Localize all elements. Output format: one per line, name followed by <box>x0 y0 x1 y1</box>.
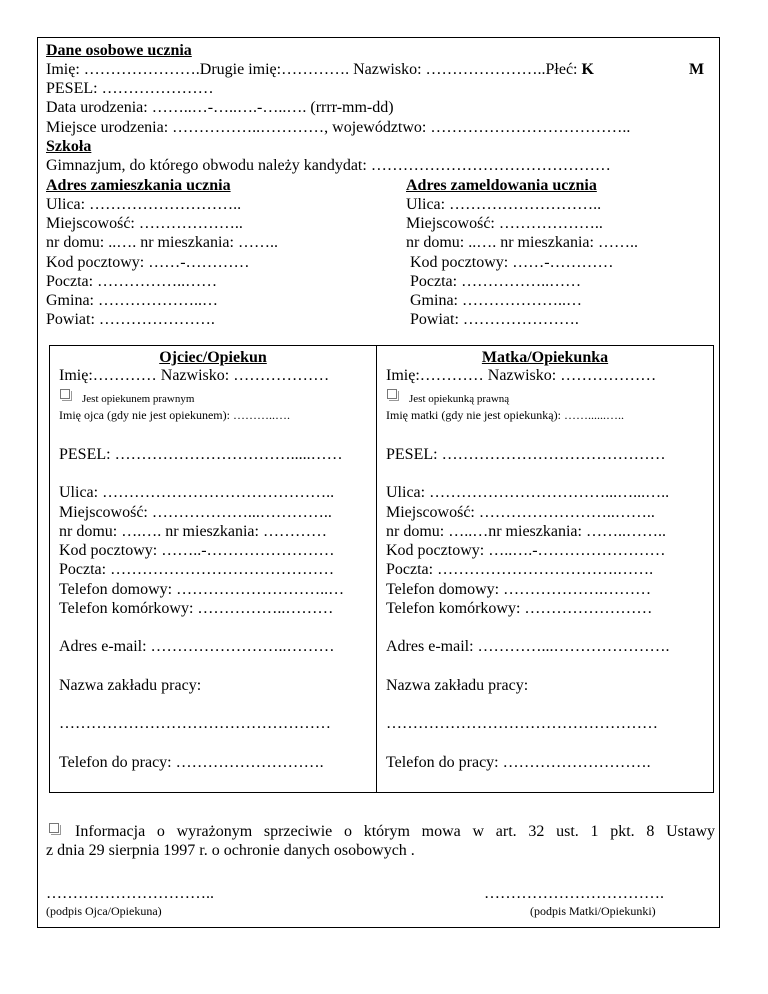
mother-street: Ulica: ……………………………...…...….. <box>386 484 670 501</box>
student-name-fields: Imię: ………………….Drugie imię:…………. Nazwisko: …………………..Płeć: <box>46 61 582 78</box>
father-workplace-dots: …………………………………………… <box>59 715 331 732</box>
father-street: Ulica: …………………………………….. <box>59 484 335 501</box>
mother-guardian-checkbox[interactable] <box>387 389 397 399</box>
parents-divider <box>376 345 377 793</box>
father-email: Adres e-mail: ……………………..……… <box>59 638 335 655</box>
mother-name-if-not-guardian: Imię matki (gdy nie jest opiekunką): ……......….. <box>386 408 624 422</box>
registered-town: Miejscowość: ……………….. <box>406 215 603 232</box>
father-heading: Ojciec/Opiekun <box>159 349 267 366</box>
mother-workplace-label: Nazwa zakładu pracy: <box>386 677 529 694</box>
residence-heading: Adres zamieszkania ucznia <box>46 177 231 194</box>
residence-county: Powiat: …………………. <box>46 311 215 328</box>
residence-street: Ulica: ……………………….. <box>46 196 242 213</box>
father-post: Poczta: …………………………………… <box>59 561 335 578</box>
school-heading: Szkoła <box>46 138 92 155</box>
mother-heading: Matka/Opiekunka <box>481 349 609 366</box>
mother-post: Poczta: …………………………….……. <box>386 561 654 578</box>
residence-post: Poczta: ……………..…… <box>46 273 218 290</box>
mother-home-phone: Telefon domowy: ……………….……… <box>386 581 652 598</box>
father-name-if-not-guardian: Imię ojca (gdy nie jest opiekunem): ………..…. <box>59 408 290 422</box>
father-name: Imię:………… Nazwisko: ……………… <box>59 367 330 384</box>
mother-email: Adres e-mail: …………...…………………. <box>386 638 670 655</box>
mother-pesel: PESEL: …………………………………… <box>386 446 666 463</box>
mother-guardian-label: Jest opiekunką prawną <box>409 393 510 405</box>
registered-house: nr domu: ..…. nr mieszkania: …….. <box>406 234 638 251</box>
mother-mobile-phone: Telefon komórkowy: …………………… <box>386 600 653 617</box>
consent-checkbox[interactable] <box>49 823 59 833</box>
father-workplace-label: Nazwa zakładu pracy: <box>59 677 202 694</box>
mother-signature-dots: ……………………………. <box>484 885 664 902</box>
father-home-phone: Telefon domowy: ………………………..… <box>59 581 345 598</box>
mother-name: Imię:………… Nazwisko: ……………… <box>386 367 657 384</box>
father-work-phone: Telefon do pracy: ………………………. <box>59 754 324 771</box>
father-mobile-phone: Telefon komórkowy: ……………..……… <box>59 600 334 617</box>
residence-house: nr domu: ..…. nr mieszkania: …….. <box>46 234 278 251</box>
father-signature-dots: ………………………….. <box>46 885 214 902</box>
father-house: nr domu: ….…. nr mieszkania: ………… <box>59 523 327 540</box>
registered-post: Poczta: ……………..…… <box>410 273 582 290</box>
school-gimnazjum: Gimnazjum, do którego obwodu należy kandydat: ……………………………………… <box>46 157 611 174</box>
student-pesel: PESEL: ………………… <box>46 80 214 97</box>
gender-m: M <box>689 61 705 78</box>
registered-commune: Gmina: ………………..… <box>410 292 582 309</box>
father-guardian-label: Jest opiekunem prawnym <box>82 393 195 405</box>
student-birthdate: Data urodzenia: ……..…-…..….-…..…. (rrrr-mm-dd) <box>46 99 394 116</box>
mother-postcode: Kod pocztowy: …..….-…………………… <box>386 542 666 559</box>
mother-workplace-dots: …………………………………………… <box>386 715 658 732</box>
registered-postcode: Kod pocztowy: ……-………… <box>410 254 614 271</box>
father-pesel: PESEL: …………………………….....…… <box>59 446 343 463</box>
mother-work-phone: Telefon do pracy: ………………………. <box>386 754 651 771</box>
student-name-line <box>46 61 594 79</box>
consent-line2: z dnia 29 sierpnia 1997 r. o ochronie danych osobowych . <box>46 842 415 859</box>
residence-commune: Gmina: ………………..… <box>46 292 218 309</box>
father-signature-label: (podpis Ojca/Opiekuna) <box>46 904 162 918</box>
father-postcode: Kod pocztowy: ……..-…………………… <box>59 542 335 559</box>
residence-postcode: Kod pocztowy: ……-………… <box>46 254 250 271</box>
gender-k: K <box>581 61 594 78</box>
consent-line1: Informacja o wyrażonym sprzeciwie o którym mowa w art. 32 ust. 1 pkt. 8 Ustawy <box>75 823 715 840</box>
registered-heading: Adres zameldowania ucznia <box>406 177 597 194</box>
mother-signature-label: (podpis Matki/Opiekunki) <box>530 904 656 918</box>
student-birthplace: Miejsce urodzenia: ……………..…………, województwo: ……………………………….. <box>46 119 631 136</box>
father-guardian-checkbox[interactable] <box>60 389 70 399</box>
father-town: Miejscowość: ………………...………….. <box>59 504 332 521</box>
registered-county: Powiat: …………………. <box>410 311 579 328</box>
residence-town: Miejscowość: ……………….. <box>46 215 243 232</box>
registered-street: Ulica: ……………………….. <box>406 196 602 213</box>
mother-town: Miejscowość: ……………………..…….. <box>386 504 655 521</box>
mother-house: nr domu: …..…nr mieszkania: ……..…….. <box>386 523 666 540</box>
student-heading: Dane osobowe ucznia <box>46 42 192 59</box>
